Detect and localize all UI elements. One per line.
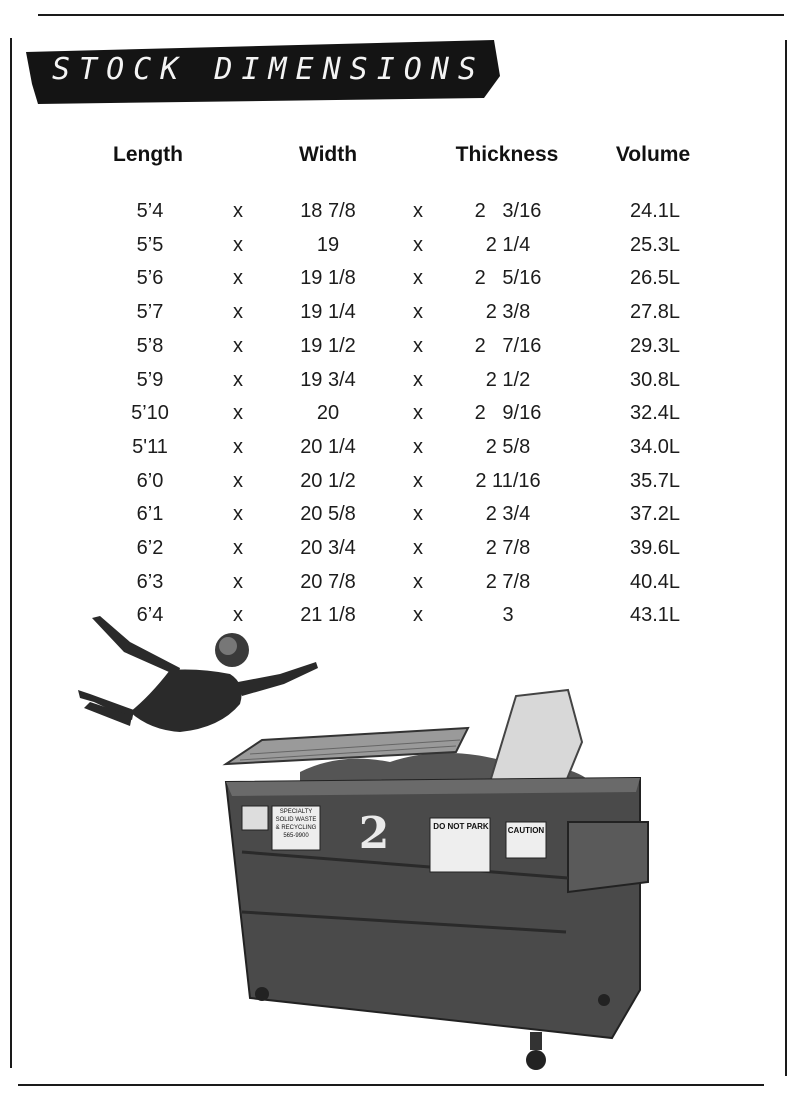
volume-cell: 27.8L (629, 301, 681, 324)
length-cell: 5’8 (136, 334, 164, 357)
table-row (0, 263, 800, 293)
table-row (0, 365, 800, 395)
thickness-cell: 2 3/8 (485, 301, 531, 324)
table-row (0, 533, 800, 563)
times-sign: x (413, 334, 423, 357)
top-rule (38, 14, 784, 16)
times-sign: x (233, 267, 243, 290)
table-row (0, 499, 800, 529)
width-cell: 20 7/8 (300, 570, 356, 593)
times-sign: x (233, 537, 243, 559)
page-title: STOCK DIMENSIONS (52, 52, 485, 87)
volume-cell: 29.3L (629, 334, 681, 357)
width-cell: 19 1/2 (300, 334, 356, 357)
bottom-rule (18, 1084, 764, 1086)
thickness-cell: 2 5/8 (485, 435, 531, 458)
thickness-cell: 2 7/8 (485, 537, 531, 559)
length-cell: 6’4 (136, 604, 164, 627)
table-row (0, 432, 800, 462)
times-sign: x (233, 435, 243, 458)
times-sign: x (413, 233, 423, 256)
times-sign: x (233, 503, 243, 526)
times-sign: x (233, 402, 243, 425)
dumpster-sticker-left: SPECIALTY SOLID WASTE & RECYCLING 565-9900 (275, 809, 317, 839)
volume-cell: 35.7L (629, 469, 681, 492)
width-cell: 21 1/8 (300, 604, 356, 627)
table-row (0, 466, 800, 496)
times-sign: x (413, 267, 423, 290)
times-sign: x (413, 604, 423, 627)
length-cell: 5'11 (132, 435, 168, 458)
volume-cell: 37.2L (629, 503, 681, 526)
header-thickness: Thickness (455, 143, 559, 166)
volume-cell: 32.4L (629, 402, 681, 425)
width-cell: 19 1/8 (300, 267, 356, 290)
volume-cell: 43.1L (629, 604, 681, 627)
volume-cell: 24.1L (629, 200, 681, 222)
width-cell: 19 (316, 233, 340, 256)
length-cell: 6’1 (136, 503, 164, 526)
times-sign: x (413, 570, 423, 593)
length-cell: 5’5 (136, 233, 164, 256)
width-cell: 20 5/8 (300, 503, 356, 526)
thickness-cell: 2 5/16 (474, 267, 542, 290)
thickness-cell: 2 11/16 (475, 469, 541, 492)
width-cell: 20 1/4 (300, 435, 356, 458)
table-row (0, 398, 800, 428)
length-cell: 6’0 (136, 469, 164, 492)
width-cell: 20 3/4 (300, 537, 356, 559)
width-cell: 19 3/4 (300, 368, 356, 391)
times-sign: x (233, 334, 243, 357)
dumpster-sticker-right: CAUTION (507, 826, 545, 835)
thickness-cell: 2 3/4 (485, 503, 531, 526)
volume-cell: 40.4L (629, 570, 681, 593)
thickness-cell: 3 (502, 604, 514, 627)
length-cell: 6’2 (136, 537, 164, 559)
times-sign: x (413, 402, 423, 425)
header-length: Length (113, 143, 183, 166)
thickness-cell: 2 1/2 (485, 368, 531, 391)
times-sign: x (413, 537, 423, 559)
header-width: Width (298, 143, 358, 166)
times-sign: x (413, 503, 423, 526)
length-cell: 5’7 (136, 301, 164, 324)
table-row (0, 297, 800, 327)
times-sign: x (233, 233, 243, 256)
times-sign: x (413, 469, 423, 492)
volume-cell: 30.8L (629, 368, 681, 391)
times-sign: x (233, 469, 243, 492)
times-sign: x (233, 368, 243, 391)
length-cell: 5’10 (131, 402, 169, 425)
length-cell: 5’9 (136, 368, 164, 391)
times-sign: x (233, 570, 243, 593)
times-sign: x (413, 368, 423, 391)
times-sign: x (233, 301, 243, 324)
dumpster-illustration (220, 682, 660, 1082)
thickness-cell: 2 1/4 (485, 233, 531, 256)
table-row (0, 196, 800, 226)
table-row (0, 567, 800, 597)
volume-cell: 26.5L (629, 267, 681, 290)
times-sign: x (413, 200, 423, 222)
width-cell: 18 7/8 (300, 200, 356, 222)
times-sign: x (233, 200, 243, 222)
thickness-cell: 2 7/8 (485, 570, 531, 593)
dumpster-sticker-mid: DO NOT PARK (433, 822, 489, 831)
thickness-cell: 2 7/16 (474, 334, 542, 357)
header-volume: Volume (615, 143, 691, 166)
table-row (0, 230, 800, 260)
thickness-cell: 2 3/16 (474, 200, 542, 222)
width-cell: 19 1/4 (300, 301, 356, 324)
length-cell: 6’3 (136, 570, 164, 593)
width-cell: 20 1/2 (300, 469, 356, 492)
width-cell: 20 (316, 402, 340, 425)
dumpster-number: 2 (358, 808, 390, 859)
length-cell: 5’4 (136, 200, 164, 222)
length-cell: 5’6 (136, 267, 164, 290)
times-sign: x (233, 604, 243, 627)
volume-cell: 39.6L (629, 537, 681, 559)
times-sign: x (413, 301, 423, 324)
table-row (0, 331, 800, 361)
volume-cell: 25.3L (629, 233, 681, 256)
volume-cell: 34.0L (629, 435, 681, 458)
times-sign: x (413, 435, 423, 458)
thickness-cell: 2 9/16 (474, 402, 542, 425)
